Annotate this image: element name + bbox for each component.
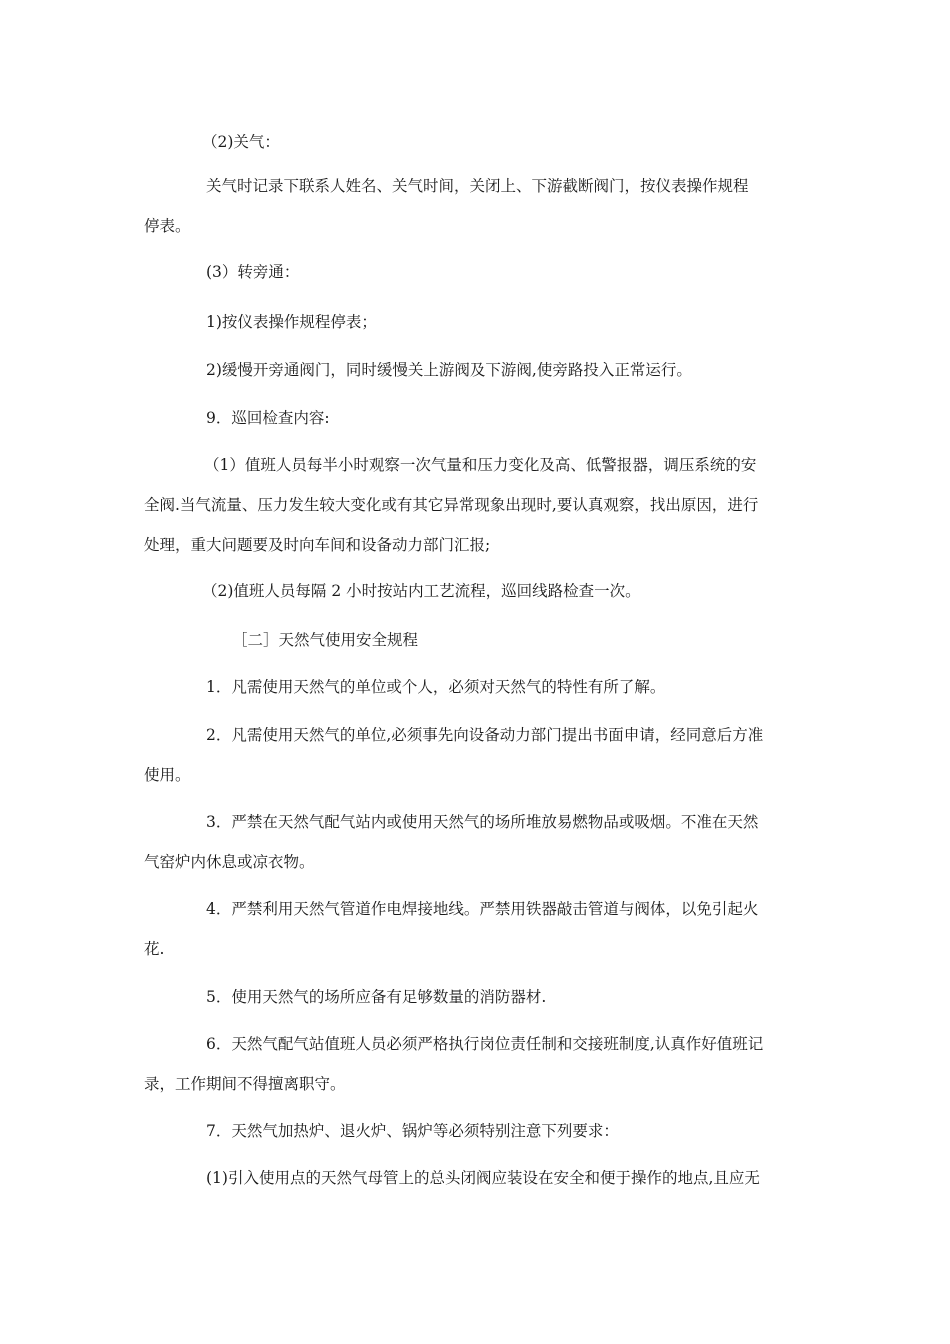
rule-item-7 bbox=[144, 1111, 809, 1151]
rule-item-6 bbox=[144, 1024, 809, 1104]
text-line: (1)引入使用点的天然气母管上的总头闭阀应装设在安全和便于操作的地点,且应无 bbox=[206, 1169, 760, 1187]
text-line: （2)值班人员每隔 2 小时按站内工艺流程，巡回线路检查一次。 bbox=[202, 582, 641, 600]
text-line: 2)缓慢开旁通阀门，同时缓慢关上游阀及下游阀,使旁路投入正常运行。 bbox=[206, 361, 692, 379]
section-heading-gas-safety bbox=[144, 620, 809, 660]
paragraph-bypass-step-2 bbox=[144, 350, 809, 390]
text-line: 6．天然气配气站值班人员必须严格执行岗位责任制和交接班制度,认真作好值班记 bbox=[206, 1035, 764, 1053]
text-line: 处理，重大问题要及时向车间和设备动力部门汇报; bbox=[144, 536, 491, 554]
paragraph-bypass-heading bbox=[144, 252, 809, 292]
paragraph-close-gas-procedure bbox=[144, 166, 809, 246]
rule-item-4 bbox=[144, 889, 809, 969]
text-line: 关气时记录下联系人姓名、关气时间，关闭上、下游截断阀门，按仪表操作规程 bbox=[206, 177, 749, 195]
rule-item-3 bbox=[144, 802, 809, 882]
section-title: ［二］天然气使用安全规程 bbox=[232, 631, 419, 649]
paragraph-inspection-item-2 bbox=[144, 571, 809, 611]
paragraph-close-gas-heading bbox=[144, 122, 809, 162]
text-line: 停表。 bbox=[144, 217, 191, 235]
paragraph-inspection-item-1 bbox=[144, 445, 809, 565]
text-line: 1．凡需使用天然气的单位或个人，必须对天然气的特性有所了解。 bbox=[206, 678, 666, 696]
paragraph-inspection-heading bbox=[144, 398, 809, 438]
paragraph-bypass-step-1 bbox=[144, 302, 809, 342]
rule-item-1 bbox=[144, 667, 809, 707]
text-line: 9．巡回检查内容: bbox=[206, 409, 330, 427]
text-line: 5．使用天然气的场所应备有足够数量的消防器材. bbox=[206, 988, 547, 1006]
text-line: 7．天然气加热炉、退火炉、锅炉等必须特别注意下列要求： bbox=[206, 1122, 619, 1140]
text-line: 使用。 bbox=[144, 766, 191, 784]
text-line: （1）值班人员每半小时观察一次气量和压力变化及高、低警报器，调压系统的安 bbox=[204, 456, 757, 474]
text-line: 全阀.当气流量、压力发生较大变化或有其它异常现象出现时,要认真观察，找出原因，进行 bbox=[144, 496, 759, 514]
rule-item-2 bbox=[144, 715, 809, 795]
text-line: （2)关气： bbox=[202, 133, 280, 151]
text-line: 花. bbox=[144, 940, 165, 958]
rule-item-7-sub-1 bbox=[144, 1158, 809, 1198]
text-line: 录，工作期间不得擅离职守。 bbox=[144, 1075, 346, 1093]
text-line: (3）转旁通： bbox=[206, 263, 300, 281]
text-line: 3．严禁在天然气配气站内或使用天然气的场所堆放易燃物品或吸烟。不准在天然 bbox=[206, 813, 759, 831]
text-line: 1)按仪表操作规程停表； bbox=[206, 313, 377, 331]
text-line: 气窑炉内休息或凉衣物。 bbox=[144, 853, 315, 871]
text-line: 2．凡需使用天然气的单位,必须事先向设备动力部门提出书面申请，经同意后方准 bbox=[206, 726, 764, 744]
text-line: 4．严禁利用天然气管道作电焊接地线。严禁用铁器敲击管道与阀体，以免引起火 bbox=[206, 900, 759, 918]
rule-item-5 bbox=[144, 977, 809, 1017]
